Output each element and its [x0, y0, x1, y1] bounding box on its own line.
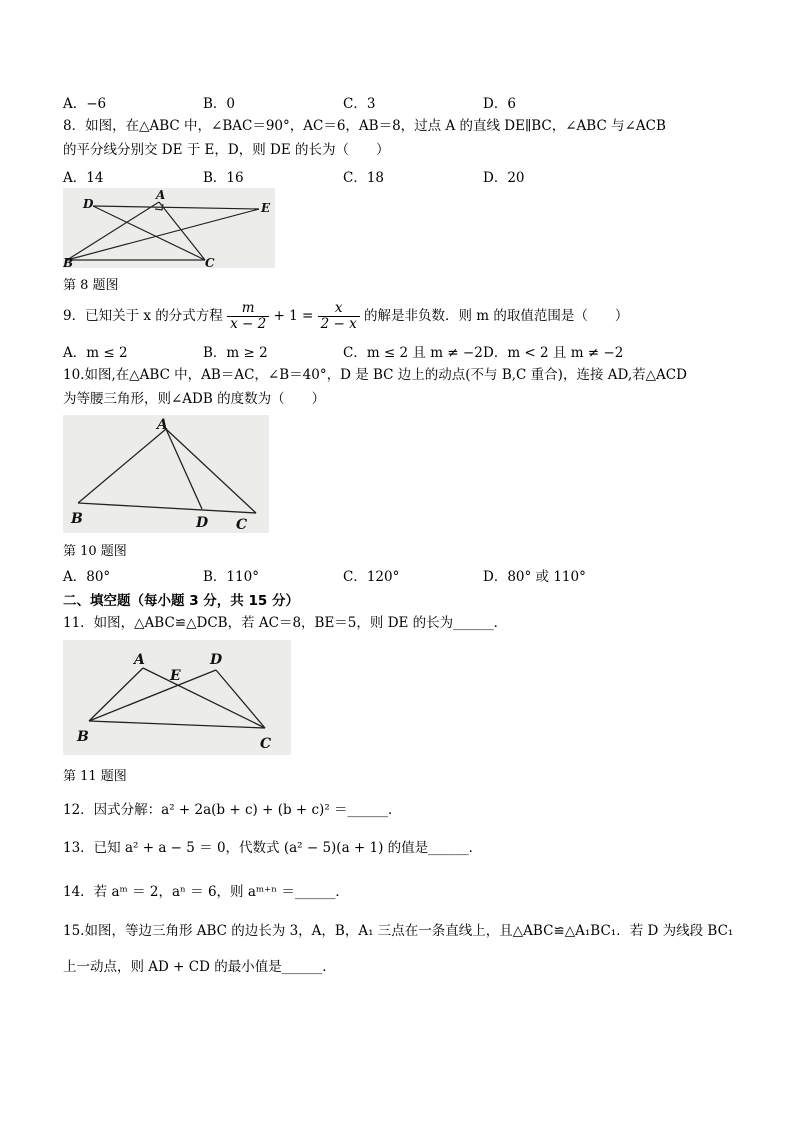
q10-label-b: B: [71, 511, 83, 527]
q10-options: [63, 565, 623, 583]
q11-label-d: D: [210, 652, 223, 668]
q10-option-c: C．120°: [343, 569, 400, 585]
q10-caption: 第 10 题图: [63, 544, 127, 559]
q11-stem: 11．如图，△ABC≌△DCB，若 AC＝8，BE＝5，则 DE 的长为______．: [63, 615, 508, 631]
q8-stem-line1: 8．如图，在△ABC 中，∠BAC＝90°，AC＝6，AB＝8，过点 A 的直线 DE∥BC，∠ABC 与∠ACB: [63, 118, 666, 134]
q11-caption: 第 11 题图: [63, 769, 127, 784]
q8-label-a: A: [156, 188, 166, 202]
q7-option-a: A．−6: [63, 96, 107, 112]
q9-options: [63, 341, 623, 359]
q10-label-d: D: [196, 515, 209, 531]
q11-label-a: A: [134, 652, 145, 668]
q8-label-d: D: [83, 197, 94, 211]
q11-label-c: C: [260, 736, 272, 752]
q10-stem-line1: 10.如图,在△ABC 中，AB＝AC，∠B＝40°，D 是 BC 边上的动点(不与 B,C 重合)，连接 AD,若△ACD: [63, 367, 687, 383]
q9-fraction-1: [227, 301, 269, 332]
q8-figure: [63, 188, 275, 268]
q8-option-c: C．18: [343, 170, 385, 186]
q9-option-b: B．m ≥ 2: [203, 345, 268, 361]
q8-option-a: A．14: [63, 170, 104, 186]
q15-stem-line2: 上一动点，则 AD + CD 的最小值是______．: [63, 959, 336, 975]
q11-label-b: B: [77, 729, 89, 745]
q7-options: [63, 92, 623, 110]
q8-label-b: B: [63, 256, 74, 268]
q9-frac1-numerator: m: [227, 301, 269, 317]
q8-option-d: D．20: [483, 170, 525, 186]
q9-option-c: C．m ≤ 2 且 m ≠ −2: [343, 345, 483, 361]
q10-option-b: B．110°: [203, 569, 259, 585]
section-2-heading: 二、填空题（每小题 3 分，共 15 分）: [63, 593, 299, 609]
q9-option-a: A．m ≤ 2: [63, 345, 128, 361]
q10-label-c: C: [236, 517, 248, 533]
q8-label-c: C: [205, 256, 215, 268]
q10-stem-line2: 为等腰三角形，则∠ADB 的度数为（ ）: [63, 391, 326, 407]
q11-label-e: E: [170, 668, 181, 684]
q13-stem: 13．已知 a² + a − 5 ＝ 0，代数式 (a² − 5)(a + 1) 的值是______．: [63, 840, 483, 856]
q7-option-b: B．0: [203, 96, 236, 112]
q11-figure: [63, 640, 291, 755]
q10-label-a: A: [157, 417, 168, 433]
q10-option-d: D．80° 或 110°: [483, 569, 586, 585]
q8-options: [63, 166, 623, 184]
q8-option-b: B．16: [203, 170, 244, 186]
q7-option-d: D．6: [483, 96, 516, 112]
q9-suffix: 的解是非负数．则 m 的取值范围是（ ）: [364, 308, 629, 324]
q9-frac2-numerator: x: [318, 301, 360, 317]
q14-stem: 14．若 aᵐ ＝ 2，aⁿ ＝ 6，则 aᵐ⁺ⁿ ＝______．: [63, 884, 349, 900]
q9-stem: [63, 298, 628, 334]
q8-label-e: E: [261, 201, 271, 215]
q7-option-c: C．3: [343, 96, 376, 112]
q8-caption: 第 8 题图: [63, 278, 119, 293]
q15-stem-line1: 15.如图，等边三角形 ABC 的边长为 3，A，B，A₁ 三点在一条直线上，且△ABC≌△A₁BC₁．若 D 为线段 BC₁: [63, 923, 734, 939]
q9-fraction-2: [318, 301, 360, 332]
q9-frac2-denominator: 2 − x: [320, 316, 357, 332]
q10-option-a: A．80°: [63, 569, 111, 585]
q9-prefix: 9．已知关于 x 的分式方程: [63, 308, 223, 324]
q9-middle: + 1 =: [273, 308, 314, 324]
q9-frac1-denominator: x − 2: [230, 316, 267, 332]
q8-stem-line2: 的平分线分别交 DE 于 E，D，则 DE 的长为（ ）: [63, 142, 390, 158]
q10-figure: [63, 415, 269, 533]
q9-option-d: D．m < 2 且 m ≠ −2: [483, 345, 624, 361]
q12-stem: 12．因式分解：a² + 2a(b + c) + (b + c)² ＝______．: [63, 802, 402, 818]
